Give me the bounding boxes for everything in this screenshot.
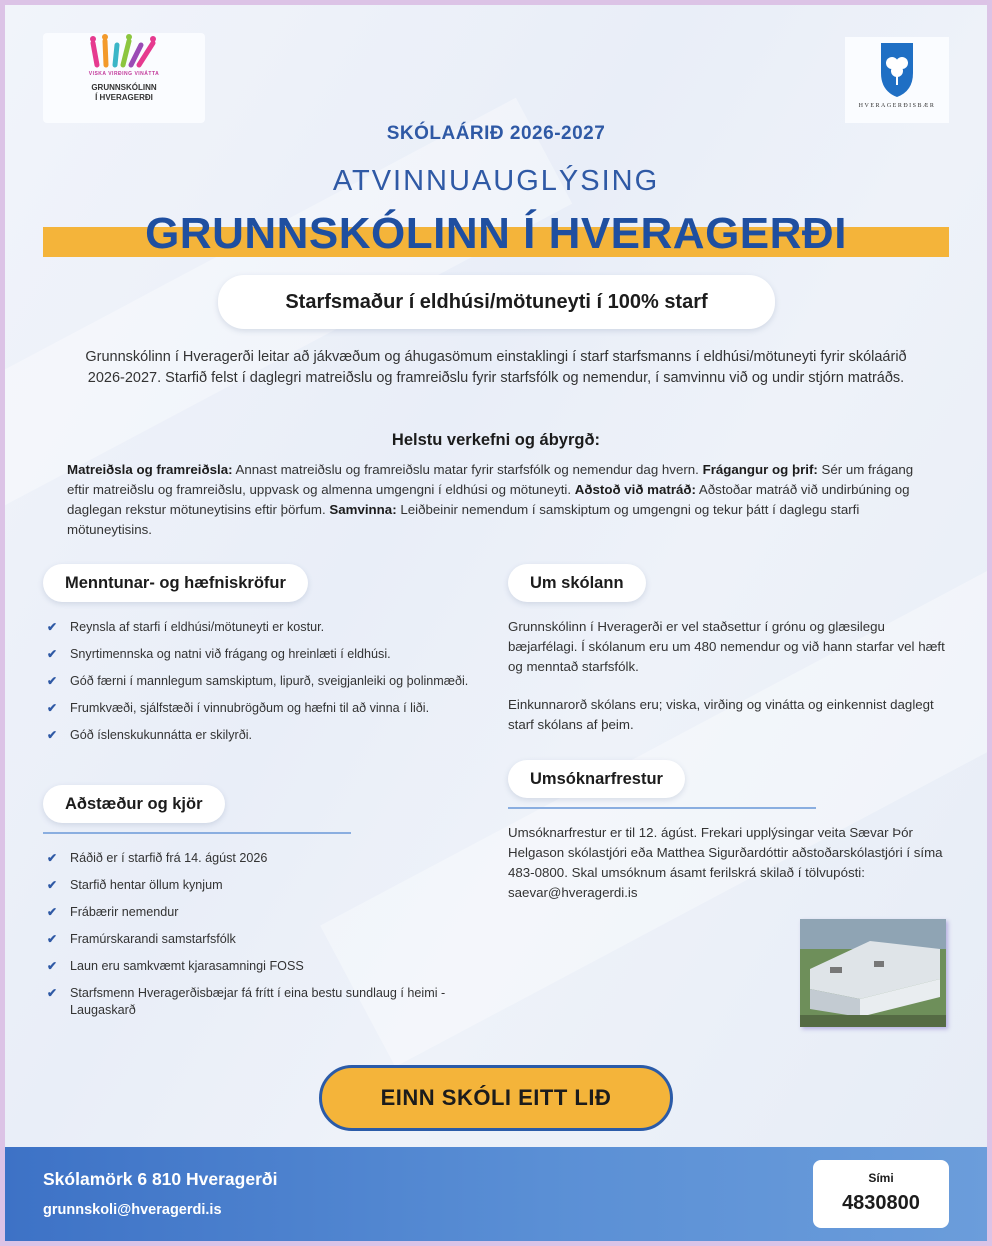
check-icon: ✔ [47,647,58,661]
list-item: ✔ Starfsmenn Hveragerðisbæjar fá frítt í eina bestu sundlaug í heimi - Laugaskarð [47,986,446,1017]
list-item: ✔ Reynsla af starfi í eldhúsi/mötuneyti er kostur. [47,620,325,634]
school-year: SKÓLAÁRIÐ 2026-2027 [386,123,606,144]
about-paragraph-1: Grunnskólinn í Hveragerði er vel staðsettur í grónu og glæsilegu bæjarfélagi. Í skólanum eru um 480 nemendur og við hann starfar vel hæft og menntað starfsfólk. [508,619,945,674]
list-item: ✔ Laun eru samkvæmt kjarasamningi FOSS [47,959,304,973]
list-item: ✔ Góð færni í mannlegum samskiptum, lipurð, sveigjanleiki og þolinmæði. [47,674,469,688]
check-icon: ✔ [47,851,58,865]
check-icon: ✔ [47,701,58,715]
duties-heading: Helstu verkefni og ábyrgð: [391,431,601,449]
duty-text: Leiðbeinir nemendum í samskiptum og umgengni og tekur þátt í daglegu starfi mötuneytisins. [67,502,860,537]
town-seal-icon [845,37,949,101]
phone-box [813,1160,949,1228]
duty-label: Samvinna: [329,502,397,517]
requirements-heading: Menntunar- og hæfniskröfur [43,564,308,602]
section-divider [508,807,816,809]
check-icon: ✔ [47,959,58,973]
check-icon: ✔ [47,728,58,742]
duty-label: Matreiðsla og framreiðsla: [67,462,233,477]
list-item: ✔ Góð íslenskukunnátta er skilyrði. [47,728,252,742]
school-logo-line1: GRUNNSKÓLINN [91,83,157,92]
requirements-list [47,619,477,754]
check-icon: ✔ [47,905,58,919]
list-item: ✔ Framúrskarandi samstarfsfólk [47,932,236,946]
school-building-photo [800,919,946,1027]
list-item: ✔ Snyrtimennska og natni við frágang og hreinlæti í eldhúsi. [47,647,391,661]
duty-label: Aðstoð við matráð: [574,482,696,497]
check-icon: ✔ [47,986,58,1000]
footer-address: Skólamörk 6 810 Hveragerði [43,1169,278,1189]
school-logo-tagline: VISKA VIRÐING VINÁTTA [88,71,160,77]
deadline-heading: Umsóknarfrestur [508,760,685,798]
check-icon: ✔ [47,620,58,634]
job-ad-page [5,5,987,1241]
phone-number[interactable]: 4830800 [842,1192,920,1214]
town-seal-caption: HVERAGERÐISBÆR [858,103,936,109]
position-title: Starfsmaður í eldhúsi/mötuneyti í 100% starf [218,275,775,329]
check-icon: ✔ [47,674,58,688]
ad-kind: ATVINNUAUGLÝSING [332,165,660,197]
school-logo-line2: Í HVERAGERÐI [95,93,153,102]
section-divider [43,832,351,834]
conditions-heading: Aðstæður og kjör [43,785,225,823]
footer [5,1147,987,1241]
page-title: GRUNNSKÓLINN Í HVERAGERÐI [145,209,847,258]
deadline-text: Umsóknarfrestur er til 12. ágúst. Frekari upplýsingar veita Sævar Þór Helgason skólastjóri eða Matthea Sigurðardóttir aðstoðarskólastjóri í síma 483-0800. Skal umsóknum ásamt ferilskrá skilað í tölvupósti: saevar@hveragerdi.is [508,825,943,900]
duty-text: Annast matreiðslu og framreiðslu matar fyrir starfsfólk og nemendur dag hvern. [232,462,703,477]
list-item: ✔ Starfið hentar öllum kynjum [47,878,223,892]
footer-email[interactable]: grunnskoli@hveragerdi.is [43,1202,222,1218]
town-seal [845,37,949,123]
list-item: ✔ Ráðið er í starfið frá 14. ágúst 2026 [47,851,268,865]
duty-label: Frágangur og þrif: [702,462,818,477]
conditions-list [47,850,477,1029]
about-heading: Um skólann [508,564,646,602]
duties-paragraph [67,460,927,540]
about-paragraph-2: Einkunnarorð skólans eru; viska, virðing og vinátta og einkennist daglegt starf skólans af þeim. [508,697,934,732]
duty-text: Aðstoðar matráð við undirbúning og daglegan rekstur mötuneytisins eftir þörfum. [67,482,910,517]
duty-text: Sér um frágang eftir matreiðslu og framreiðslu, uppvask og almenna umgengni í eldhúsi og mötuneyti. [67,462,914,497]
school-logo [43,33,205,123]
intro-paragraph: Grunnskólinn í Hveragerði leitar að jákvæðum og áhugasömum einstaklingi í starf starfsmanns í eldhúsi/mötuneyti fyrir skólaárið 2026-2027. Starfið felst í daglegri matreiðslu og framreiðslu fyrir starfsfólk og nemendur, í samvinnu við og undir stjórn matráðs. [85,349,907,386]
list-item: ✔ Frumkvæði, sjálfstæði í vinnubrögðum og hæfni til að vinna í liði. [47,701,430,715]
slogan-button: EINN SKÓLI EITT LIÐ [319,1065,673,1131]
school-building-image [800,919,946,1027]
check-icon: ✔ [47,932,58,946]
list-item: ✔ Frábærir nemendur [47,905,179,919]
phone-label: Sími [868,1171,894,1185]
check-icon: ✔ [47,878,58,892]
